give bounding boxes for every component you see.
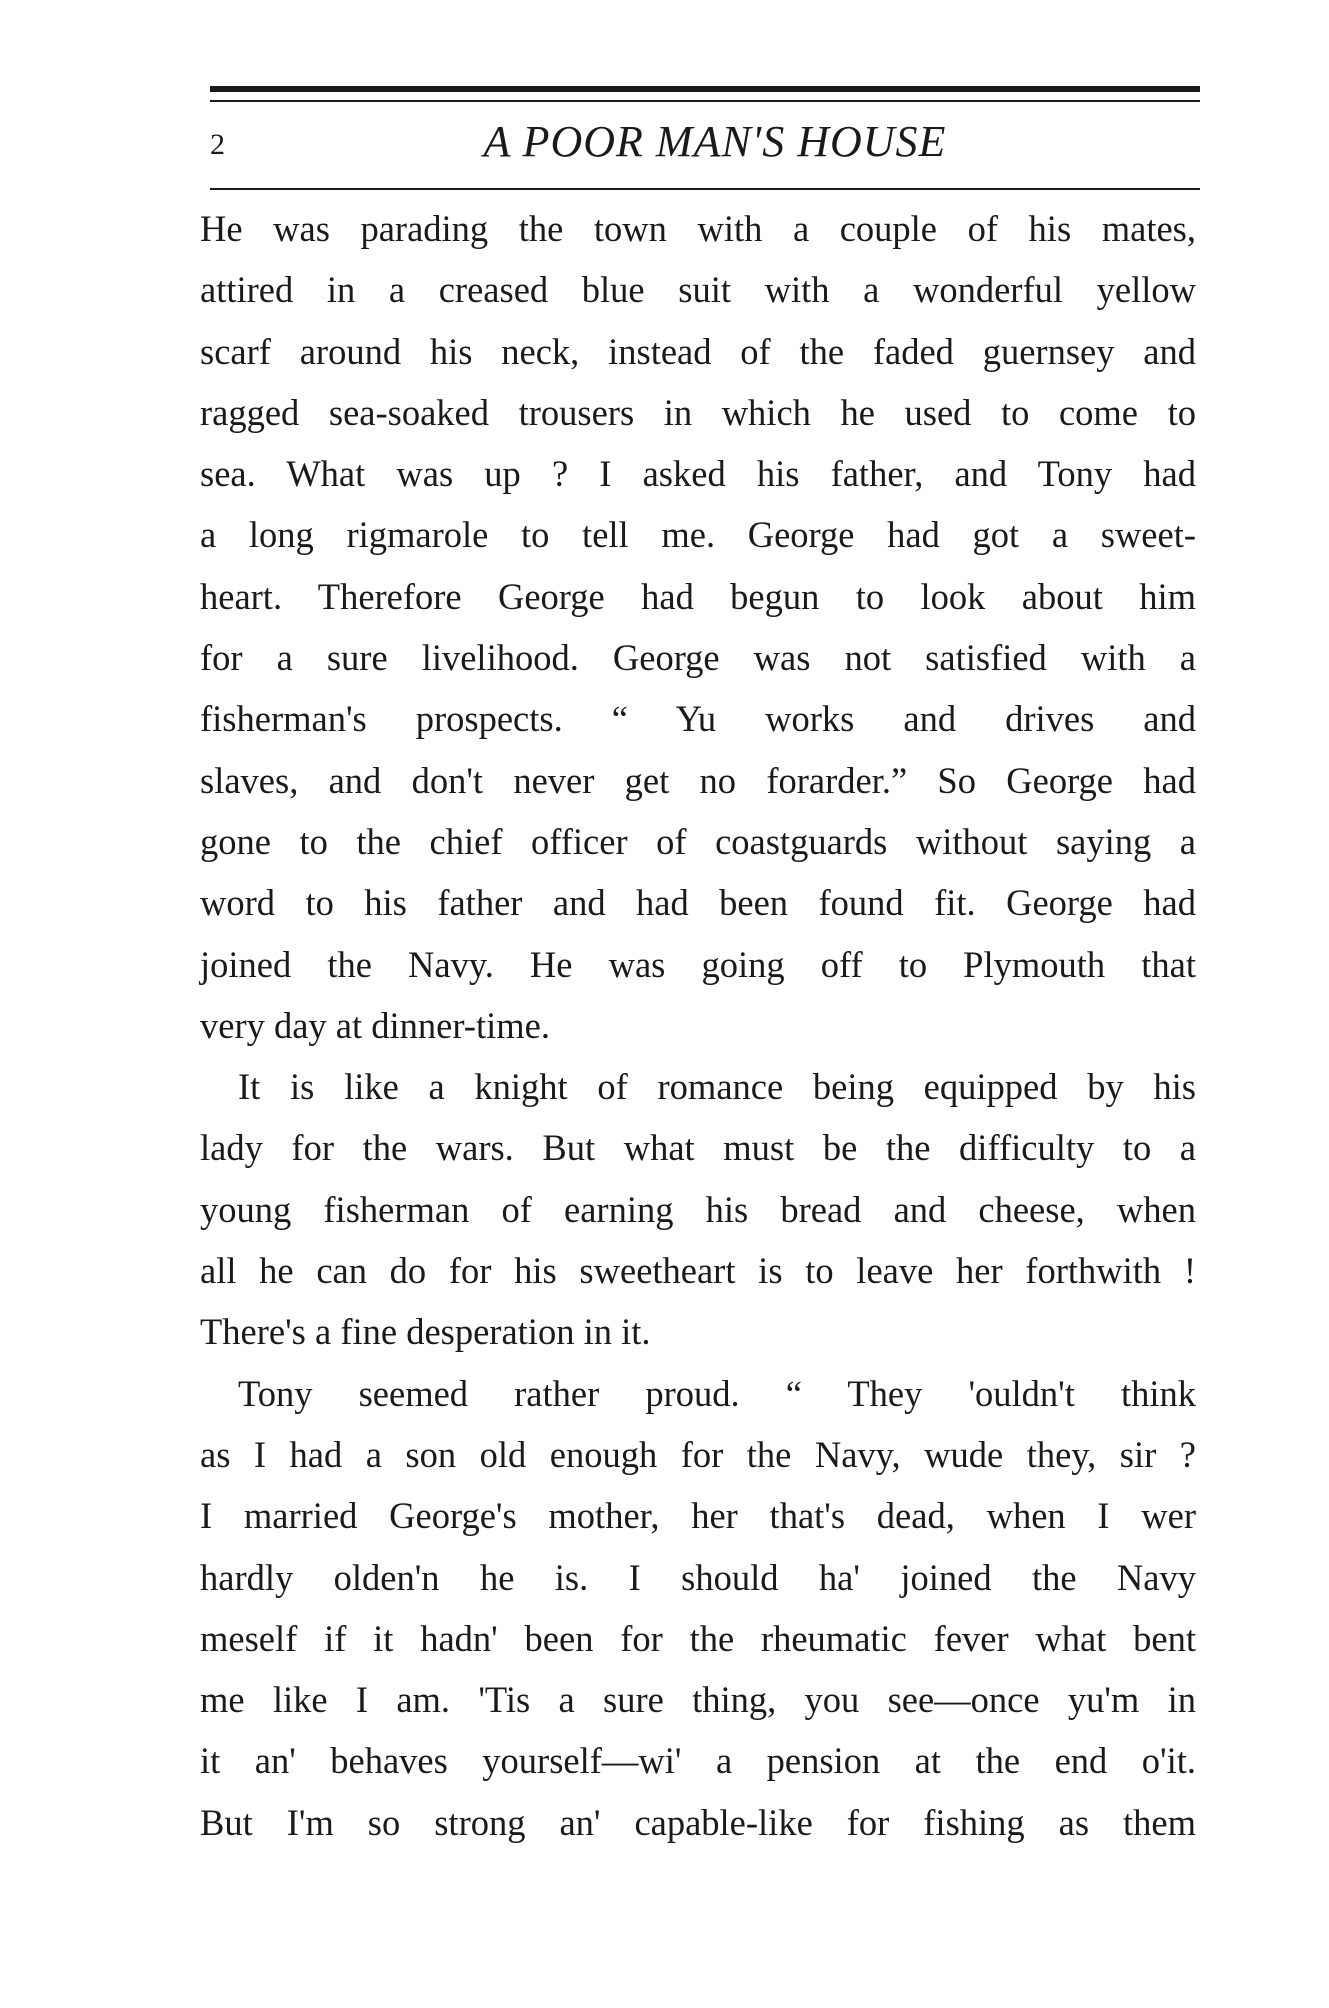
text-line: There's a fine desperation in it. [200, 1311, 651, 1353]
text-line: for a sure livelihood. George was not satisfied with a [200, 637, 1196, 679]
text-line: attired in a creased blue suit with a wonderful yellow [200, 269, 1196, 311]
body-text [200, 198, 1196, 1853]
text-line: sea. What was up ? I asked his father, and Tony had [200, 453, 1196, 495]
paragraph-2 [200, 1056, 1196, 1362]
paragraph-3 [200, 1363, 1196, 1853]
paragraph-1 [200, 198, 1196, 1056]
running-header [210, 110, 1200, 180]
text-line: meself if it hadn' been for the rheumatic fever what bent [200, 1617, 1196, 1659]
text-line: It is like a knight of romance being equipped by his [238, 1066, 1196, 1108]
text-line: But I'm so strong an' capable-like for fishing as them [200, 1801, 1196, 1843]
text-line: slaves, and don't never get no forarder.” So George had [200, 759, 1196, 801]
text-line: a long rigmarole to tell me. George had got a sweet- [200, 514, 1196, 556]
text-line: joined the Navy. He was going off to Plymouth that [200, 943, 1196, 985]
page-number: 2 [210, 128, 225, 161]
text-line: lady for the wars. But what must be the difficulty to a [200, 1127, 1196, 1169]
text-line: gone to the chief officer of coastguards without saying a [200, 820, 1196, 862]
header-rule-thin [210, 100, 1200, 102]
text-line: very day at dinner-time. [200, 1004, 550, 1046]
header-underline [210, 188, 1200, 190]
text-line: heart. Therefore George had begun to look about him [200, 575, 1196, 617]
header-rule-thick [210, 86, 1200, 92]
text-line: young fisherman of earning his bread and cheese, when [200, 1188, 1196, 1230]
text-line: it an' behaves yourself—wi' a pension at the end o'it. [200, 1740, 1196, 1782]
text-line: I married George's mother, her that's dead, when I wer [200, 1495, 1196, 1537]
text-line: as I had a son old enough for the Navy, wude they, sir ? [200, 1433, 1196, 1475]
text-line: all he can do for his sweetheart is to leave her forthwith ! [200, 1250, 1196, 1292]
text-line: scarf around his neck, instead of the faded guernsey and [200, 330, 1196, 372]
running-title: A POOR MAN'S HOUSE [483, 117, 947, 166]
text-line: ragged sea-soaked trousers in which he used to come to [200, 391, 1196, 433]
text-line: me like I am. 'Tis a sure thing, you see—once yu'm in [200, 1679, 1196, 1721]
text-line: word to his father and had been found fit. George had [200, 882, 1196, 924]
text-line: Tony seemed rather proud. “ They 'ouldn't think [238, 1372, 1196, 1414]
text-line: hardly olden'n he is. I should ha' joined the Navy [200, 1556, 1196, 1598]
text-line: He was parading the town with a couple of his mates, [200, 208, 1196, 249]
text-line: fisherman's prospects. “ Yu works and drives and [200, 698, 1196, 740]
